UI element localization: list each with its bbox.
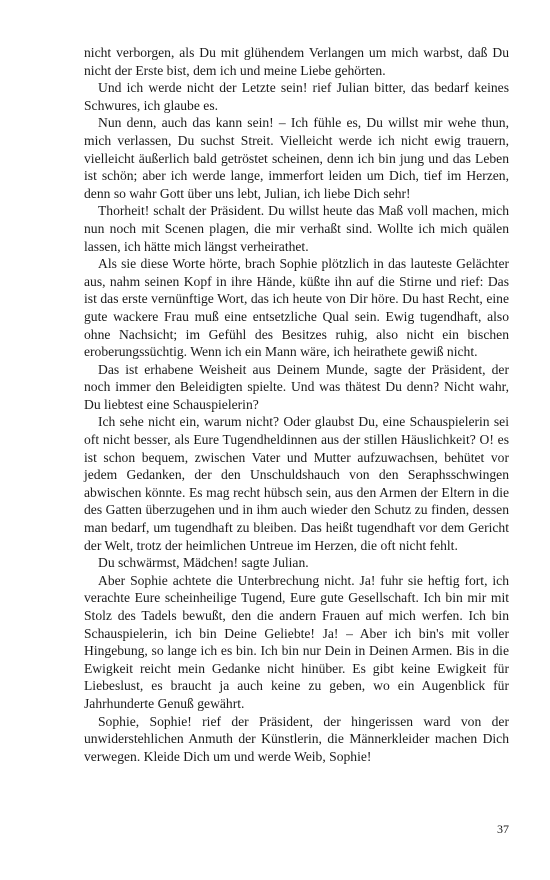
paragraph: Das ist erhabene Weisheit aus Deinem Munde, sagte der Präsident, der noch immer den Beleidigten spielte. Und was thätest Du denn? Nicht wahr, Du liebtest eine Schauspielerin? <box>84 361 509 412</box>
page-number: 37 <box>497 822 509 836</box>
book-page-text <box>84 44 509 765</box>
paragraph: Sophie, Sophie! rief der Präsident, der hingerissen ward von der unwiderstehlichen Anmuth der Künstlerin, die Männerkleider machen Dich verwegen. Kleide Dich um und werde Weib, Sophie! <box>84 713 509 764</box>
paragraph: Du schwärmst, Mädchen! sagte Julian. <box>98 555 309 571</box>
paragraph: Aber Sophie achtete die Unterbrechung nicht. Ja! fuhr sie heftig fort, ich verachte Eure scheinheilige Tugend, Eure gute Gesellschaft. Ich bin mir mit Stolz des Tadels bewußt, den die andern Frauen auf mich werfen. Ich bin Schauspielerin, ich bin Deine Geliebte! Ja! – Aber ich bin's mit voller Hingebung, so lange ich es bin. Ich bin nur Dein in Deinen Armen. Bis in die Ewigkeit reicht mein Gedanke nicht hinüber. Es gibt keine Ewigkeit für Liebeslust, es braucht ja auch keine zu geben, wo ein Augenblick für Jahrhunderte Genuß gewährt. <box>84 572 509 711</box>
paragraph: Als sie diese Worte hörte, brach Sophie plötzlich in das lauteste Gelächter aus, nahm seinen Kopf in ihre Hände, küßte ihn auf die Stirne und rief: Das ist das erste vernünftige Wort, das ich heute von Dir höre. Du hast Recht, eine gute wackere Frau muß eine entsetzliche Qual sein. Ewig tugendhaft, also ohne Nachsicht; im Gefühl des Besitzes ruhig, also nicht ein bischen eroberungssüchtig. Wenn ich ein Mann wäre, ich heirathete gewiß nicht. <box>84 256 509 360</box>
paragraph: Thorheit! schalt der Präsident. Du willst heute das Maß voll machen, mich nun noch mit Scenen plagen, die mir verhaßt sind. Wollte ich mich quälen lassen, ich hätte mich längst verheirathet. <box>84 203 509 254</box>
paragraph: Ich sehe nicht ein, warum nicht? Oder glaubst Du, eine Schauspielerin sei oft nicht besser, als Eure Tugendheldinnen aus der stillen Häuslichkeit? O! es ist schon bequem, zwischen Vater und Mutter aufzuwachsen, behütet vor jedem Gedanken, der den Unschuldshauch von den Seraphsschwingen abwischen könnte. Es mag recht hübsch sein, aus den Armen der Eltern in die des Gatten überzugehen und in ihm auch wieder den Schutz zu finden, dessen man bedarf, um tugendhaft zu bleiben. Das heißt tugendhaft vor dem Gericht der Welt, trotz der heimlichen Untreue im Herzen, die oft nicht fehlt. <box>84 414 509 553</box>
paragraph: Nun denn, auch das kann sein! – Ich fühle es, Du willst mir wehe thun, mich verlassen, Du suchst Streit. Vielleicht werde ich nicht ewig trauern, vielleicht äußerlich bald getröstet scheinen, denn ich bin jung und das Leben ist schön; aber ich werde lange, immerfort leiden um Dich, tief im Herzen, denn so wahr Gott über uns lebt, Julian, ich liebe Dich sehr! <box>84 115 509 201</box>
paragraph: Und ich werde nicht der Letzte sein! rief Julian bitter, das bedarf keines Schwures, ich glaube es. <box>84 80 509 113</box>
paragraph: nicht verborgen, als Du mit glühendem Verlangen um mich warbst, daß Du nicht der Erste bist, dem ich und meine Liebe gehörten. <box>84 45 509 78</box>
